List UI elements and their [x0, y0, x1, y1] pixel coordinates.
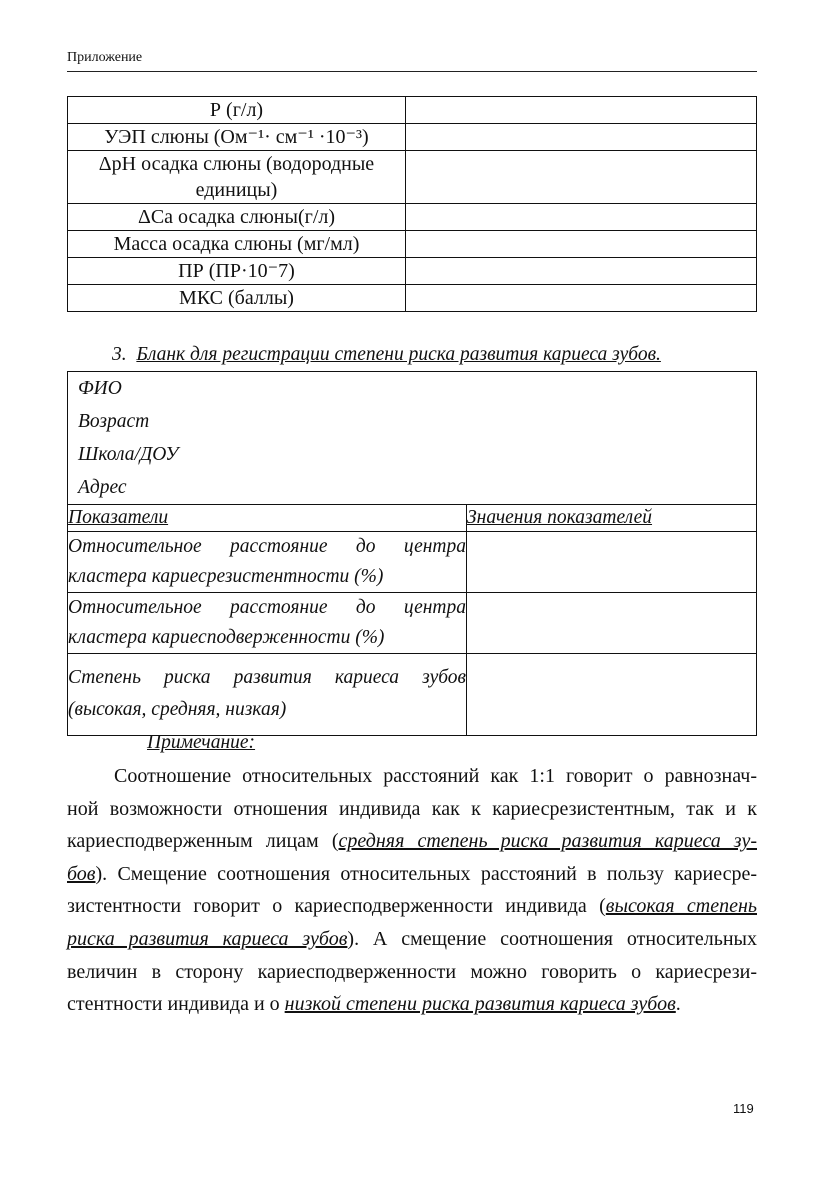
table-row: [68, 231, 757, 258]
parameter-value: [406, 151, 757, 204]
text-fragment: ). А смещение соотношения относительных: [347, 927, 757, 950]
indicator-value: [467, 593, 757, 654]
parameter-value: [406, 231, 757, 258]
indicator-label: Относительное расстояние до центра кластера кариесподверженности (%): [68, 593, 467, 654]
text-line: ной возможности отношения индивида как к кариесрезистентным, так и к: [67, 797, 757, 820]
table-row: [68, 204, 757, 231]
emphasis-medium-risk: средняя степень риска развития кариеса зу-: [338, 830, 757, 853]
text-line: Соотношение относительных расстояний как 1:1 говорит о равнознач-: [114, 765, 757, 787]
text-fragment: стентности индивида и о: [67, 993, 285, 1016]
parameter-value: [406, 258, 757, 285]
text-fragment: кариесподверженным лицам (: [67, 830, 339, 853]
text-line: [67, 858, 757, 891]
indicator-label: Относительное расстояние до центра кластера кариесрезистентности (%): [68, 532, 467, 593]
section-number: 3.: [112, 344, 127, 365]
table-row: [68, 124, 757, 151]
column-header-indicators: Показатели: [68, 505, 467, 532]
indicator-value: [467, 532, 757, 593]
text-line: [67, 890, 757, 923]
parameter-label: Р (г/л): [68, 97, 406, 124]
table-row: [68, 532, 757, 593]
running-header: Приложение: [67, 50, 757, 72]
text-fragment: ). Смещение соотношения относительных расстояний в пользу кариесре-: [95, 862, 757, 885]
emphasis-high-risk-end: риска развития кариеса зубов: [67, 927, 348, 950]
note-paragraph: [67, 760, 757, 1021]
parameter-label: МКС (баллы): [68, 285, 406, 312]
personal-info-block: [68, 372, 757, 505]
table-row: [68, 97, 757, 124]
text-line: величин в сторону кариесподверженности можно говорить о кариесрези-: [67, 960, 757, 983]
parameter-value: [406, 97, 757, 124]
parameter-label: ПР (ПР·10⁻7): [68, 258, 406, 285]
indicator-value: [467, 654, 757, 736]
parameter-value: [406, 285, 757, 312]
parameter-label: ΔСа осадка слюны(г/л): [68, 204, 406, 231]
section-title-text: Бланк для регистрации степени риска развития кариеса зубов.: [136, 344, 661, 365]
emphasis-high-risk: высокая степень: [605, 895, 757, 918]
text-fragment: .: [675, 993, 681, 1016]
page-number: 119: [733, 1101, 754, 1116]
parameter-label: УЭП слюны (Ом⁻¹· см⁻¹ ·10⁻³): [68, 124, 406, 151]
section-title: [112, 344, 661, 366]
note-title: Примечание:: [147, 732, 256, 753]
table-header-row: [68, 505, 757, 532]
saliva-parameters-table: [67, 96, 757, 312]
emphasis-low-risk: низкой степени риска развития кариеса зубов: [284, 993, 676, 1016]
caries-risk-form: [67, 371, 757, 736]
field-address: Адрес: [78, 477, 127, 498]
parameter-label: ΔрН осадка слюны (водородные единицы): [68, 151, 406, 204]
parameter-value: [406, 124, 757, 151]
indicator-label: Степень риска развития кариеса зубов (высокая, средняя, низкая): [68, 654, 467, 736]
text-line: [67, 988, 757, 1021]
table-row: [68, 654, 757, 736]
column-header-values: Значения показателей: [467, 505, 757, 532]
text-fragment: зистентности говорит о кариесподверженности индивида (: [67, 895, 606, 918]
field-fio: ФИО: [78, 378, 122, 399]
text-line: [67, 825, 757, 858]
table-row: [68, 258, 757, 285]
field-age: Возраст: [78, 411, 150, 432]
emphasis-medium-risk-end: бов: [67, 862, 96, 885]
table-row: [68, 593, 757, 654]
text-line: [67, 923, 757, 956]
table-row: [68, 285, 757, 312]
table-row: [68, 151, 757, 204]
field-school: Школа/ДОУ: [78, 444, 179, 465]
parameter-label: Масса осадка слюны (мг/мл): [68, 231, 406, 258]
parameter-value: [406, 204, 757, 231]
